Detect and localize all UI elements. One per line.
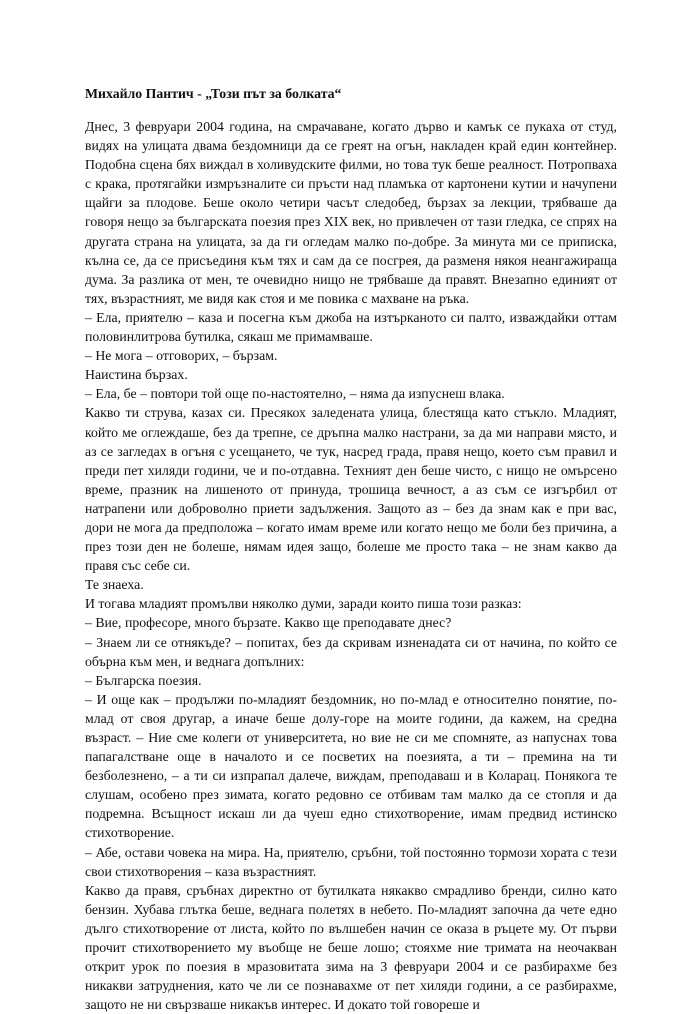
document-body bbox=[85, 117, 617, 1014]
paragraph: – Ела, бе – повтори той още по-настоятелно, – няма да изпуснеш влака. bbox=[85, 386, 505, 402]
paragraph: – И още как – продължи по-младият бездомник, но по-млад е относително понятие, по-млад от своя другар, а иначе беше долу-горе на моите години, да кажем, на средна възраст. – Ние сме колеги от университета, но вие не си ме спомняте, аз напуснах това папагалстване още в началото и се посветих на поезията, а ти – премина на ти безболезнено, – а ти си изпрапал далече, виждам, преподаваш и в Коларац. Понякога те слушам, особено през зимата, когато редовно се отбивам там малко да се стопля и да подремна. Всъщност искаш ли да чуеш едно стихотворение, имам предвид истинско стихотворение. bbox=[85, 691, 617, 841]
paragraph: Какво ти струва, казах си. Пресякох заледената улица, блестяща като стъкло. Младият, който ме оглеждаше, без да трепне, се дръпна малко настрани, за да ми направи място, и аз се загледах в огъня с усещането, че тук, насред града, правя нещо, което съм правил и преди пет хиляди години, че и по-отдавна. Техният ден беше чисто, с нищо не омърсено време, празник на лишеното от принуда, трошица вечност, а аз съм се изгърбил от натрапени или доброволно приети задължения. Защото аз – без да знам как е при вас, дори не мога да предположа – когато имам време или когато нещо ме боли без причина, а през този ден не болеше, нямам идея защо, болеше ме просто така – не знам какво да правя със себе си. bbox=[85, 405, 617, 574]
document-page bbox=[85, 84, 617, 1014]
paragraph: – Ела, приятелю – каза и посегна към джоба на изтърканото си палто, изваждайки оттам половинлитрова бутилка, сякаш ме примамваше. bbox=[85, 309, 617, 345]
paragraph: – Знаем ли се отнякъде? – попитах, без да скривам изненадата си от начина, по който се обърна към мен, и веднага допълних: bbox=[85, 634, 617, 669]
paragraph: Наистина бързах. bbox=[85, 367, 188, 383]
paragraph: – Не мога – отговорих, – бързам. bbox=[85, 348, 278, 364]
paragraph: – Българска поезия. bbox=[85, 672, 202, 688]
paragraph: Днес, 3 февруари 2004 година, на смрачаване, когато дърво и камък се пукаха от студ, видях на улицата двама бездомници да се греят на огън, накладен край един контейнер. Подобна сцена бях виждал в холивудските филми, но това тук беше реалност. Потропваха с крака, протягайки измръзналите си пръсти над пламъка от картонени кутии и начупени щайги за плодове. Беше около четири часът следобед, бързах за лекции, трябваше да говоря нещо за българската поезия през XIX век, но привлечен от тази гледка, се спрях на другата страна на улицата, за да ги огледам малко по-добре. За минута ми се приписка, кълна се, да се присъединя към тях и сам да се посгрея, да разменя някоя неангажираща дума. За разлика от мен, те очевидно нищо не трябваше да правят. Внезапно единият от тях, възрастният, ме видя как стоя и ме повика с махване на ръка. bbox=[85, 119, 617, 306]
paragraph: И тогава младият промълви няколко думи, заради които пиша този разказ: bbox=[85, 596, 522, 612]
paragraph: Какво да правя, сръбнах директно от бутилката някакво смрадливо бренди, силно като бензин. Хубава глътка беше, веднага полетях в небето. По-младият започна да чете едно дълго стихотворение от листа, който по вълшебен начин се оказа в ръцете му. От първи прочит стихотворението му въобще не беше лошо; стояхме ние тримата на неочакван открит урок по поезия в мразовитата зима на 3 февруари 2004 и се разбирахме без никакви затруднения, като че ли се познавахме от пет хиляди години, а се разбирахме, защото не ни свързваше никакъв интерес. И докато той говореше и bbox=[85, 882, 617, 1013]
paragraph: – Вие, професоре, много бързате. Какво ще преподавате днес? bbox=[85, 615, 452, 631]
paragraph: – Абе, остави човека на мира. На, приятелю, сръбни, той постоянно тормози хората с тези свои стихотворения – каза възрастният. bbox=[85, 844, 617, 879]
paragraph: Те знаеха. bbox=[85, 577, 144, 593]
document-title: Михайло Пантич - „Този път за болката“ bbox=[85, 86, 342, 101]
